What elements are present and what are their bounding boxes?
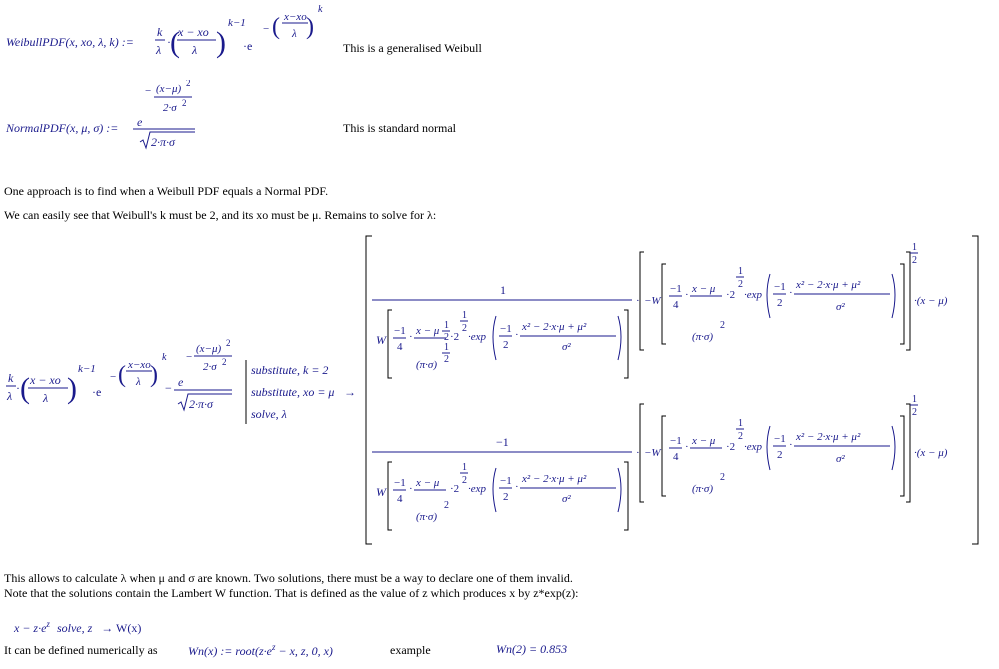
svg-text:4: 4 [673, 451, 679, 463]
keyword-solve: solve, λ [251, 407, 287, 421]
svg-text:·: · [685, 289, 689, 301]
intro-line-2: We can easily see that Weibull's k must be 2, and its xo must be μ. Remains to solve for λ: [4, 208, 437, 222]
svg-text:k: k [157, 25, 163, 39]
svg-text:): ) [216, 26, 226, 59]
svg-text:x−xo: x−xo [284, 11, 307, 23]
svg-text:−1: −1 [500, 323, 512, 335]
svg-text:2: 2 [226, 338, 231, 348]
svg-text:k−1: k−1 [228, 17, 246, 29]
svg-text:2: 2 [186, 80, 191, 88]
svg-text:2: 2 [912, 407, 917, 418]
svg-text:2: 2 [462, 475, 467, 486]
svg-text:(π·σ): (π·σ) [416, 511, 438, 523]
svg-text:k: k [318, 4, 323, 15]
svg-text:·(x − μ): ·(x − μ) [914, 447, 948, 459]
svg-text:λ: λ [43, 391, 49, 405]
svg-text:·2: ·2 [450, 331, 460, 343]
svg-text:·e: ·e [243, 39, 253, 53]
svg-text:W: W [376, 333, 386, 347]
svg-text:2: 2 [503, 491, 509, 503]
solution-row-2 [372, 394, 948, 530]
svg-text:(: ( [20, 372, 30, 405]
svg-text:−: − [186, 351, 193, 363]
svg-text:2: 2 [720, 472, 725, 483]
svg-text:·: · [409, 483, 413, 495]
svg-text:2: 2 [503, 339, 509, 351]
svg-text:λ: λ [136, 376, 141, 388]
svg-text:(x−μ): (x−μ) [156, 83, 182, 95]
svg-text:·: · [515, 329, 519, 341]
svg-text:λ: λ [192, 43, 198, 57]
normal-note: This is standard normal [343, 121, 456, 135]
svg-text:4: 4 [397, 341, 403, 353]
svg-text:): ) [67, 372, 77, 405]
svg-text:−: − [110, 371, 117, 383]
svg-text:2·σ: 2·σ [163, 102, 177, 114]
svg-text:x − μ: x − μ [692, 435, 716, 447]
svg-text:·e: ·e [92, 385, 102, 399]
svg-text:−: − [263, 23, 270, 35]
svg-text:x² − 2·x·μ + μ²: x² − 2·x·μ + μ² [522, 321, 587, 333]
svg-text:2: 2 [444, 332, 449, 343]
svg-text:1: 1 [462, 462, 467, 473]
svg-text:2: 2 [720, 320, 725, 331]
svg-text:x−xo: x−xo [128, 359, 151, 371]
solution-matrix [360, 232, 990, 552]
svg-text:(: ( [118, 362, 126, 388]
svg-text:·2: ·2 [726, 289, 736, 301]
svg-text:−1: −1 [774, 433, 786, 445]
example-expression: Wn(2) = 0.853 [496, 642, 568, 656]
svg-text:→: → [344, 385, 356, 399]
svg-text:2: 2 [444, 500, 449, 511]
svg-text:(x−μ): (x−μ) [196, 343, 222, 355]
svg-text:4: 4 [673, 299, 679, 311]
normal-lhs: NormalPDF(x, μ, σ) := [6, 121, 119, 135]
svg-text:·: · [409, 331, 413, 343]
svg-text:k: k [8, 371, 14, 385]
svg-text:(π·σ): (π·σ) [692, 483, 714, 495]
svg-text:): ) [150, 362, 158, 388]
svg-text:·exp: ·exp [468, 483, 487, 495]
svg-text:·exp: ·exp [744, 289, 763, 301]
svg-text:x − μ: x − μ [692, 283, 716, 295]
svg-text:·exp: ·exp [468, 331, 487, 343]
svg-text:·: · [685, 441, 689, 453]
weibull-note: This is a generalised Weibull [343, 41, 482, 55]
svg-text:·: · [167, 35, 171, 49]
solution-1-numerator: 1 [500, 283, 506, 297]
svg-text:1: 1 [912, 394, 917, 405]
normal-definition [0, 80, 340, 160]
svg-text:−W: −W [644, 295, 661, 307]
svg-text:1: 1 [444, 320, 449, 331]
svg-text:2·π·σ: 2·π·σ [151, 135, 175, 149]
svg-text:x − μ: x − μ [416, 325, 440, 337]
solution-row-1 [372, 242, 948, 378]
solve-equation [0, 330, 370, 440]
svg-text:(π·σ): (π·σ) [416, 359, 438, 371]
svg-text:2: 2 [738, 279, 743, 290]
svg-text:−1: −1 [670, 283, 682, 295]
svg-text:2·σ: 2·σ [203, 361, 217, 373]
svg-text:(: ( [272, 14, 280, 40]
solution-2-numerator: −1 [496, 435, 509, 449]
example-label: example [390, 643, 431, 657]
svg-text:σ²: σ² [836, 301, 845, 313]
svg-text:·: · [636, 447, 640, 459]
svg-text:2: 2 [462, 323, 467, 334]
keyword-substitute-xo: substitute, xo = μ [251, 385, 335, 399]
svg-text:x² − 2·x·μ + μ²: x² − 2·x·μ + μ² [796, 431, 861, 443]
svg-text:x² − 2·x·μ + μ²: x² − 2·x·μ + μ² [796, 279, 861, 291]
svg-text:−: − [165, 381, 172, 395]
svg-text:−1: −1 [774, 281, 786, 293]
svg-text:·(x − μ): ·(x − μ) [914, 295, 948, 307]
svg-text:σ²: σ² [562, 493, 571, 505]
svg-text:2: 2 [777, 449, 783, 461]
svg-text:1: 1 [738, 418, 743, 429]
svg-text:e: e [178, 375, 184, 389]
svg-text:2: 2 [182, 98, 187, 108]
svg-text:(: ( [170, 26, 180, 59]
svg-text:e: e [137, 115, 143, 129]
svg-text:−1: −1 [670, 435, 682, 447]
lambert-expression: $x - z\cdot e^z$ solve, z → W(x) [14, 619, 142, 635]
svg-text:2: 2 [777, 297, 783, 309]
svg-text:): ) [306, 14, 314, 40]
keyword-substitute-k: substitute, k = 2 [251, 363, 329, 377]
svg-text:k: k [162, 352, 167, 363]
conclusion-line-1: This allows to calculate λ when μ and σ are known. Two solutions, there must be a way to declare one of them invalid. [4, 571, 573, 585]
svg-text:2: 2 [738, 431, 743, 442]
svg-text:x − μ: x − μ [416, 477, 440, 489]
svg-text:·: · [515, 481, 519, 493]
svg-text:λ: λ [292, 28, 297, 40]
svg-text:·exp: ·exp [744, 441, 763, 453]
svg-text:W: W [376, 485, 386, 499]
svg-text:λ: λ [156, 43, 162, 57]
svg-text:σ²: σ² [562, 341, 571, 353]
weibull-definition [0, 0, 340, 80]
svg-text:·: · [789, 439, 793, 451]
weibull-lhs: WeibullPDF(x, xo, λ, k) := [6, 35, 134, 49]
svg-text:·2: ·2 [450, 483, 460, 495]
svg-text:(π·σ): (π·σ) [692, 331, 714, 343]
svg-text:1: 1 [462, 310, 467, 321]
conclusion-line-2: Note that the solutions contain the Lambert W function. That is defined as the value of z which produces x by z*exp(z): [4, 586, 579, 600]
svg-text:−1: −1 [500, 475, 512, 487]
svg-text:2·π·σ: 2·π·σ [189, 397, 213, 411]
svg-text:·2: ·2 [726, 441, 736, 453]
svg-text:k−1: k−1 [78, 363, 96, 375]
svg-text:σ²: σ² [836, 453, 845, 465]
svg-text:−: − [145, 85, 152, 97]
numeric-label: It can be defined numerically as [4, 643, 158, 657]
svg-text:x − xo: x − xo [178, 25, 209, 39]
intro-line-1: One approach is to find when a Weibull PDF equals a Normal PDF. [4, 184, 329, 198]
svg-text:4: 4 [397, 493, 403, 505]
svg-text:x² − 2·x·μ + μ²: x² − 2·x·μ + μ² [522, 473, 587, 485]
svg-text:2: 2 [444, 354, 449, 365]
svg-text:2: 2 [912, 255, 917, 266]
svg-text:1: 1 [738, 266, 743, 277]
svg-text:λ: λ [7, 389, 13, 403]
svg-text:2: 2 [222, 357, 227, 367]
svg-text:·: · [636, 295, 640, 307]
svg-text:−1: −1 [394, 477, 406, 489]
svg-text:−W: −W [644, 447, 661, 459]
svg-text:1: 1 [912, 242, 917, 253]
numeric-definition: Wn(x) := $root(z\cdot e^z - x$, z, 0, x) [188, 642, 333, 658]
svg-text:−1: −1 [394, 325, 406, 337]
svg-text:x − xo: x − xo [30, 373, 61, 387]
svg-text:·: · [16, 381, 20, 395]
svg-text:1: 1 [444, 342, 449, 353]
svg-text:·: · [789, 287, 793, 299]
